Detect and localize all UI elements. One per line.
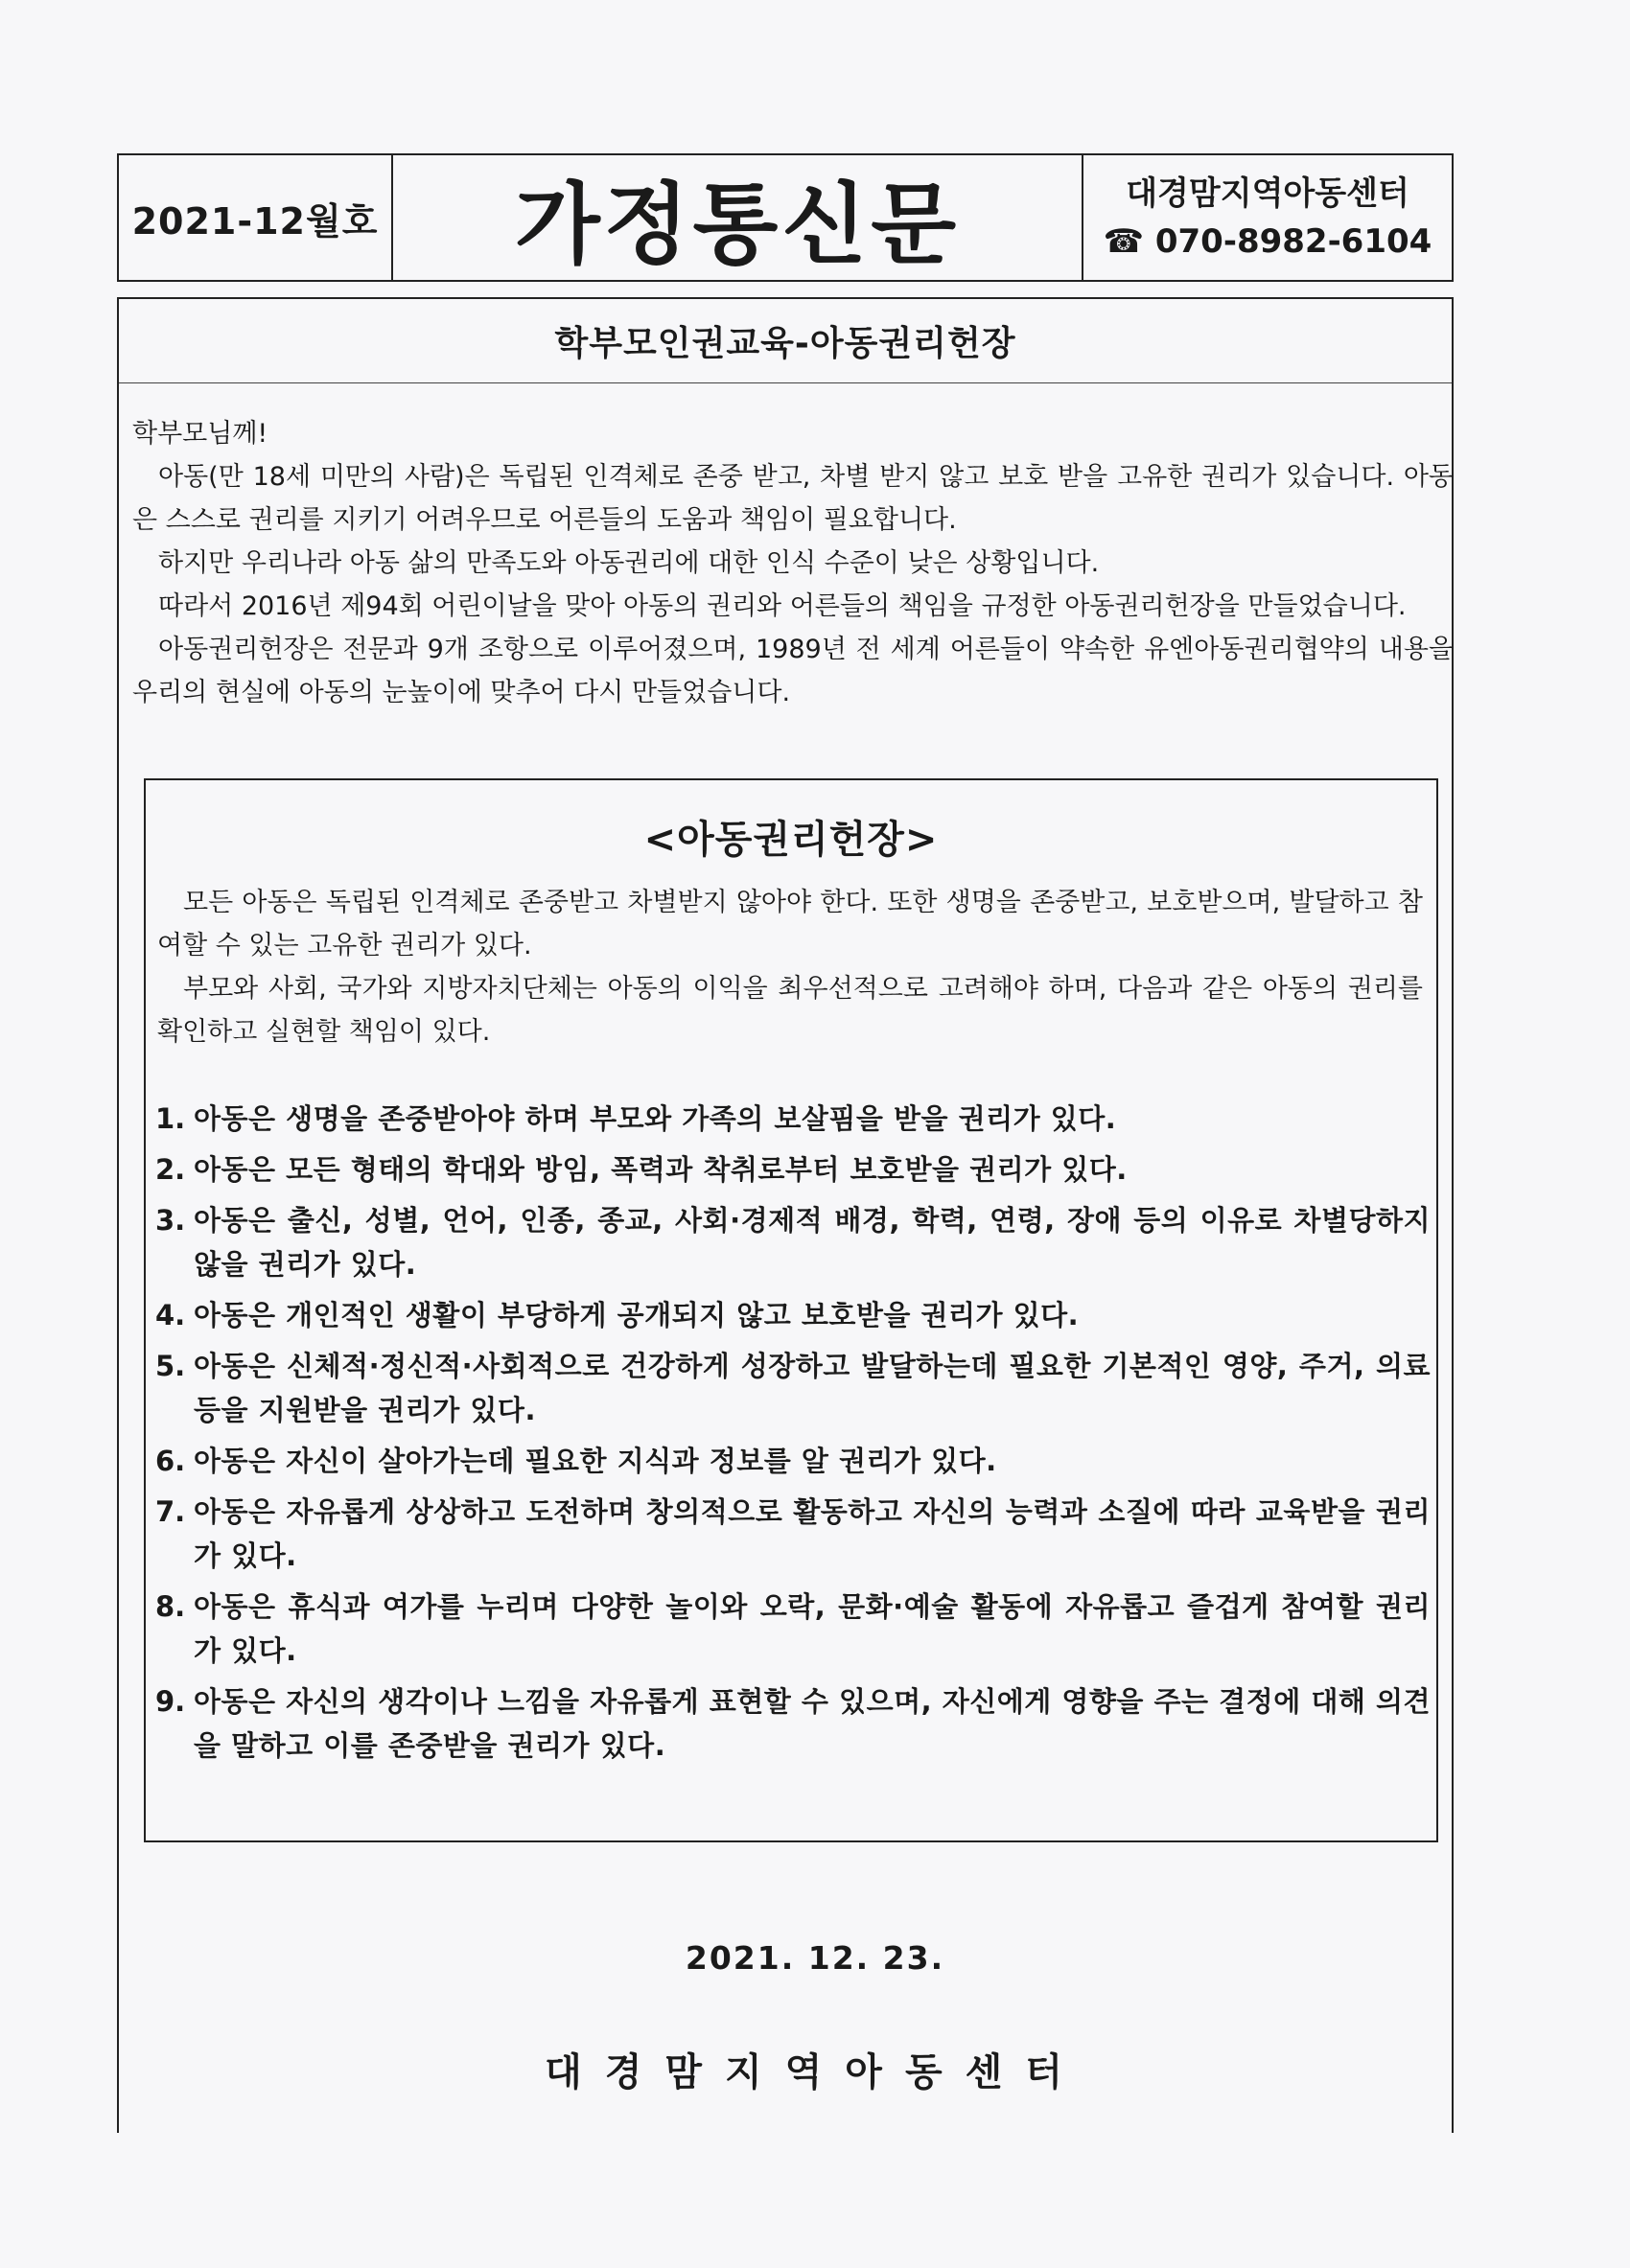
charter-title: <아동권리헌장> <box>643 818 939 862</box>
article-item <box>155 1293 1431 1337</box>
center-phone: ☎ 070-8982-6104 <box>1103 222 1432 261</box>
intro-paragraph: 아동권리헌장은 전문과 9개 조항으로 이루어졌으며, 1989년 전 세계 어른들이 약속한 유엔아동권리협약의 내용을 우리의 현실에 아동의 눈높이에 맞추어 다시 만들었습니다. <box>132 635 1454 707</box>
article-text: 아동은 자신이 살아가는데 필요한 지식과 정보를 알 권리가 있다. <box>194 1445 997 1477</box>
article-item <box>155 1097 1431 1141</box>
article-number: 2. <box>155 1153 186 1186</box>
preamble-paragraph: 모든 아동은 독립된 인격체로 존중받고 차별받지 않아야 한다. 또한 생명을 존중받고, 보호받으며, 발달하고 참여할 수 있는 고유한 권리가 있다. <box>157 888 1423 960</box>
article-item <box>155 1344 1431 1432</box>
newsletter-title: 가정통신문 <box>393 155 1083 280</box>
article-item <box>155 1679 1431 1768</box>
article-number: 8. <box>155 1590 186 1623</box>
center-info <box>1083 155 1452 280</box>
issue-date: 2021. 12. 23. <box>685 1939 945 1977</box>
article-text: 아동은 생명을 존중받아야 하며 부모와 가족의 보살핌을 받을 권리가 있다. <box>194 1102 1117 1135</box>
charter-articles <box>155 1097 1431 1774</box>
footer-center-name: 대경맘지역아동센터 <box>545 2050 1085 2094</box>
article-number: 6. <box>155 1445 186 1477</box>
article-item <box>155 1490 1431 1578</box>
article-number: 4. <box>155 1299 186 1331</box>
article-text: 아동은 모든 형태의 학대와 방임, 폭력과 착취로부터 보호받을 권리가 있다. <box>194 1153 1128 1186</box>
article-text: 아동은 자신의 생각이나 느낌을 자유롭게 표현할 수 있으며, 자신에게 영향을 주는 결정에 대해 의견을 말하고 이를 존중받을 권리가 있다. <box>194 1685 1431 1762</box>
article-number: 9. <box>155 1685 186 1718</box>
article-item <box>155 1585 1431 1673</box>
intro-paragraph: 하지만 우리나라 아동 삶의 만족도와 아동권리에 대한 인식 수준이 낮은 상황입니다. <box>158 548 1100 578</box>
issue-label: 2021-12월호 <box>119 155 393 280</box>
intro-paragraph: 따라서 2016년 제94회 어린이날을 맞아 아동의 권리와 어른들의 책임을 규정한 아동권리헌장을 만들었습니다. <box>158 591 1407 621</box>
article-text: 아동은 자유롭게 상상하고 도전하며 창의적으로 활동하고 자신의 능력과 소질에 따라 교육받을 권리가 있다. <box>194 1495 1431 1572</box>
article-text: 아동은 개인적인 생활이 부당하게 공개되지 않고 보호받을 권리가 있다. <box>194 1299 1080 1331</box>
article-item <box>155 1198 1431 1286</box>
article-number: 1. <box>155 1102 186 1135</box>
subtitle: 학부모인권교육-아동권리헌장 <box>117 297 1454 383</box>
intro-text <box>132 412 1454 714</box>
article-text: 아동은 휴식과 여가를 누리며 다양한 놀이와 오락, 문화·예술 활동에 자유롭고 즐겁게 참여할 권리가 있다. <box>194 1590 1431 1667</box>
intro-paragraph: 아동(만 18세 미만의 사람)은 독립된 인격체로 존중 받고, 차별 받지 않고 보호 받을 고유한 권리가 있습니다. 아동은 스스로 권리를 지키기 어려우므로 어른들의 도움과 책임이 필요합니다. <box>132 462 1454 535</box>
preamble-paragraph: 부모와 사회, 국가와 지방자치단체는 아동의 이익을 최우선적으로 고려해야 하며, 다음과 같은 아동의 권리를 확인하고 실현할 책임이 있다. <box>157 974 1423 1047</box>
article-number: 5. <box>155 1350 186 1382</box>
center-name: 대경맘지역아동센터 <box>1126 174 1409 213</box>
charter-box <box>144 778 1438 1842</box>
article-text: 아동은 출신, 성별, 언어, 인종, 종교, 사회·경제적 배경, 학력, 연령, 장애 등의 이유로 차별당하지 않을 권리가 있다. <box>194 1204 1431 1281</box>
article-number: 3. <box>155 1204 186 1237</box>
charter-preamble <box>157 881 1423 1053</box>
header-box <box>117 153 1454 282</box>
article-item <box>155 1439 1431 1483</box>
article-item <box>155 1147 1431 1192</box>
greeting: 학부모님께! <box>132 419 268 449</box>
article-number: 7. <box>155 1495 186 1528</box>
article-text: 아동은 신체적·정신적·사회적으로 건강하게 성장하고 발달하는데 필요한 기본적인 영양, 주거, 의료 등을 지원받을 권리가 있다. <box>194 1350 1431 1426</box>
